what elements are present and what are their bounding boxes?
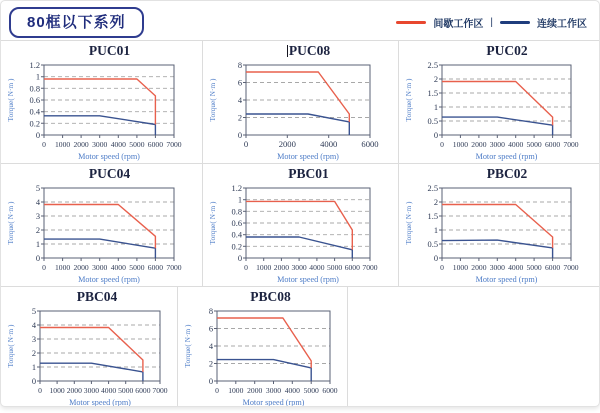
svg-text:2000: 2000 [73, 140, 89, 149]
y-axis-label: Torque( N·m ) [403, 78, 413, 122]
x-axis-ticks [440, 135, 579, 149]
gridlines [442, 65, 571, 121]
svg-text:7000: 7000 [562, 140, 579, 149]
svg-text:1: 1 [237, 195, 242, 205]
svg-text:1: 1 [35, 240, 40, 249]
torque-speed-chart [402, 182, 597, 284]
y-axis-label: Torque( N·m ) [5, 201, 15, 245]
svg-text:4000: 4000 [110, 140, 126, 149]
svg-text:0: 0 [433, 131, 438, 140]
legend [396, 15, 587, 30]
page-header [1, 1, 599, 40]
svg-text:3000: 3000 [91, 140, 107, 149]
svg-text:5000: 5000 [303, 386, 319, 395]
svg-text:1000: 1000 [452, 140, 468, 149]
svg-text:0: 0 [37, 386, 42, 395]
svg-text:1000: 1000 [54, 263, 70, 272]
svg-text:3000: 3000 [91, 263, 107, 272]
intermittent-zone-line [246, 201, 352, 249]
intermittent-zone-line [442, 82, 553, 126]
svg-text:0: 0 [31, 377, 36, 386]
svg-text:0.6: 0.6 [231, 219, 242, 228]
x-axis-label: Motor speed (rpm) [475, 152, 537, 161]
y-axis-ticks [427, 184, 441, 263]
continuous-zone-line [442, 117, 553, 135]
empty-cell [348, 287, 599, 406]
y-axis-ticks [29, 61, 43, 140]
svg-text:0.4: 0.4 [231, 230, 242, 240]
chart-title: PUC08 [288, 43, 331, 58]
svg-text:0.6: 0.6 [29, 96, 40, 105]
svg-text:6000: 6000 [360, 139, 379, 149]
svg-text:3000: 3000 [265, 386, 281, 395]
svg-text:0.8: 0.8 [29, 84, 40, 94]
chart-title: PBC08 [250, 289, 291, 304]
y-axis-label: Torque( N·m ) [5, 78, 15, 122]
svg-text:6000: 6000 [544, 140, 560, 149]
svg-text:1: 1 [433, 226, 438, 235]
svg-text:2: 2 [35, 226, 40, 235]
svg-text:1.5: 1.5 [427, 89, 438, 98]
chart-cell-puc04 [1, 164, 203, 287]
svg-text:0: 0 [433, 254, 438, 263]
svg-text:0.8: 0.8 [231, 207, 242, 217]
svg-text:0: 0 [41, 263, 46, 272]
y-axis-ticks [31, 307, 39, 386]
x-axis-label: Motor speed (rpm) [77, 275, 140, 284]
y-axis-label: Torque( N·m ) [403, 201, 413, 245]
svg-text:7000: 7000 [151, 386, 168, 395]
svg-text:3000: 3000 [489, 140, 505, 149]
x-axis-label: Motor speed (rpm) [276, 275, 339, 284]
svg-text:2000: 2000 [470, 140, 486, 149]
svg-text:1: 1 [31, 363, 36, 372]
svg-text:6000: 6000 [147, 263, 163, 272]
svg-text:0.5: 0.5 [427, 117, 438, 126]
chart-title: PUC04 [88, 166, 131, 181]
svg-text:4000: 4000 [100, 386, 116, 395]
svg-text:6000: 6000 [134, 386, 150, 395]
continuous-zone-line [44, 239, 155, 258]
y-axis-ticks [208, 307, 216, 386]
x-axis-label: Motor speed (rpm) [276, 152, 339, 161]
svg-text:1000: 1000 [255, 263, 271, 272]
legend-separator: | [490, 17, 493, 28]
svg-text:7000: 7000 [165, 263, 182, 272]
y-axis-label: Torque( N·m ) [207, 201, 217, 245]
chart-grid-lower [1, 287, 599, 406]
svg-text:7000: 7000 [165, 140, 182, 149]
svg-text:2000: 2000 [470, 263, 486, 272]
svg-text:0: 0 [237, 254, 242, 263]
svg-text:4000: 4000 [507, 140, 523, 149]
intermittent-zone-line [44, 205, 155, 249]
svg-text:0: 0 [41, 140, 46, 149]
x-axis-ticks [440, 258, 579, 272]
svg-text:1: 1 [35, 72, 40, 82]
svg-text:0.4: 0.4 [29, 107, 40, 117]
intermittent-zone-line [44, 79, 155, 125]
svg-text:3000: 3000 [489, 263, 505, 272]
svg-text:2: 2 [433, 75, 438, 84]
svg-text:0: 0 [208, 377, 213, 386]
series-title: 80框以下系列 [27, 14, 126, 31]
svg-text:1000: 1000 [452, 263, 468, 272]
x-axis-label: Motor speed (rpm) [242, 398, 304, 406]
svg-text:6000: 6000 [544, 263, 560, 272]
intermittent-zone-line [442, 205, 553, 248]
text-cursor [287, 45, 288, 57]
x-axis-ticks [38, 381, 168, 395]
chart-title: PUC01 [88, 43, 131, 58]
svg-text:0: 0 [439, 140, 444, 149]
series-title-badge [9, 7, 144, 38]
chart-cell-puc01 [1, 41, 203, 164]
svg-text:2000: 2000 [278, 139, 296, 149]
y-axis-label: Torque( N·m ) [207, 78, 217, 122]
svg-text:3000: 3000 [291, 263, 307, 272]
intermittent-legend-label: 间歇工作区 [433, 19, 484, 30]
svg-text:3000: 3000 [83, 386, 99, 395]
svg-text:4: 4 [35, 198, 40, 207]
svg-text:7000: 7000 [562, 263, 579, 272]
svg-text:1: 1 [433, 103, 438, 112]
chart-title: PUC02 [486, 43, 528, 58]
continuous-zone-line [44, 116, 155, 135]
svg-text:2: 2 [208, 359, 213, 369]
continuous-legend-label: 连续工作区 [537, 19, 587, 30]
svg-text:5: 5 [31, 307, 36, 316]
svg-text:2.5: 2.5 [427, 184, 438, 193]
svg-text:0.2: 0.2 [29, 119, 40, 129]
y-axis-label: Torque( N·m ) [5, 324, 15, 368]
svg-text:4: 4 [31, 321, 36, 330]
svg-text:8: 8 [237, 61, 242, 70]
continuous-zone-line [40, 363, 143, 381]
x-axis-ticks [42, 258, 182, 272]
continuous-zone-line [442, 240, 553, 258]
svg-text:1.5: 1.5 [427, 212, 438, 221]
chart-title: PBC01 [288, 166, 329, 181]
svg-text:2000: 2000 [273, 263, 289, 272]
svg-text:0: 0 [237, 131, 242, 140]
svg-text:0: 0 [214, 386, 219, 395]
svg-text:0.2: 0.2 [231, 242, 242, 252]
svg-text:4: 4 [237, 96, 242, 105]
svg-text:6000: 6000 [321, 386, 338, 395]
svg-text:2000: 2000 [246, 386, 262, 395]
svg-text:4000: 4000 [284, 386, 300, 395]
continuous-zone-line [217, 360, 311, 381]
svg-text:5000: 5000 [526, 263, 542, 272]
intermittent-line-swatch [396, 21, 426, 24]
svg-text:5000: 5000 [128, 140, 144, 149]
gridlines [217, 311, 330, 364]
torque-speed-chart [402, 59, 597, 161]
torque-speed-chart [4, 182, 200, 284]
svg-text:1000: 1000 [227, 386, 243, 395]
continuous-zone-line [246, 237, 352, 258]
svg-text:6: 6 [237, 78, 242, 88]
chart-title: PBC02 [486, 166, 528, 181]
torque-speed-chart [4, 59, 200, 161]
svg-text:4: 4 [208, 342, 213, 351]
svg-text:5000: 5000 [128, 263, 144, 272]
continuous-line-swatch [500, 21, 530, 24]
svg-text:2.5: 2.5 [427, 61, 438, 70]
svg-text:6000: 6000 [147, 140, 163, 149]
svg-text:0: 0 [35, 254, 40, 263]
chart-cell-puc02 [399, 41, 599, 164]
svg-text:2000: 2000 [66, 386, 82, 395]
torque-speed-chart [206, 59, 396, 161]
svg-text:3: 3 [31, 335, 36, 344]
svg-text:1000: 1000 [49, 386, 65, 395]
svg-text:3: 3 [35, 212, 40, 221]
svg-text:8: 8 [208, 307, 213, 316]
x-axis-ticks [215, 381, 338, 395]
svg-text:1.2: 1.2 [231, 184, 242, 193]
svg-text:4000: 4000 [507, 263, 523, 272]
svg-text:6: 6 [208, 324, 213, 334]
svg-text:2000: 2000 [73, 263, 89, 272]
chart-cell-pbc08 [178, 287, 348, 406]
svg-text:5: 5 [35, 184, 40, 193]
x-axis-ticks [244, 258, 378, 272]
torque-speed-chart [4, 305, 175, 406]
svg-text:1000: 1000 [54, 140, 70, 149]
svg-text:2: 2 [31, 349, 36, 358]
svg-text:2: 2 [433, 198, 438, 207]
y-axis-label: Torque( N·m ) [182, 324, 192, 368]
intermittent-zone-line [40, 328, 143, 372]
intermittent-zone-line [217, 318, 311, 368]
chart-cell-pbc02 [399, 164, 599, 287]
chart-cell-puc08 [203, 41, 399, 164]
y-axis-ticks [237, 61, 245, 140]
chart-cell-pbc04 [1, 287, 178, 406]
plot-frame [40, 311, 160, 381]
svg-text:4000: 4000 [110, 263, 126, 272]
x-axis-label: Motor speed (rpm) [77, 152, 140, 161]
x-axis-ticks [243, 135, 378, 149]
svg-text:5000: 5000 [117, 386, 133, 395]
svg-text:0: 0 [243, 263, 248, 272]
chart-grid-upper [1, 40, 599, 287]
svg-text:5000: 5000 [326, 263, 342, 272]
svg-text:0: 0 [243, 139, 248, 149]
chart-title: PBC04 [76, 289, 118, 304]
x-axis-ticks [42, 135, 182, 149]
svg-text:6000: 6000 [344, 263, 360, 272]
svg-text:0: 0 [439, 263, 444, 272]
gridlines [246, 65, 370, 118]
x-axis-label: Motor speed (rpm) [475, 275, 537, 284]
svg-text:4000: 4000 [308, 263, 324, 272]
svg-text:2: 2 [237, 113, 242, 123]
svg-text:4000: 4000 [319, 139, 337, 149]
y-axis-ticks [427, 61, 441, 140]
svg-text:0: 0 [35, 131, 40, 140]
torque-speed-chart [206, 182, 396, 284]
svg-text:7000: 7000 [361, 263, 378, 272]
chart-cell-pbc01 [203, 164, 399, 287]
svg-text:0.5: 0.5 [427, 240, 438, 249]
y-axis-ticks [231, 184, 245, 263]
x-axis-label: Motor speed (rpm) [68, 398, 131, 406]
y-axis-ticks [35, 184, 43, 263]
svg-text:5000: 5000 [526, 140, 542, 149]
svg-text:1.2: 1.2 [29, 61, 40, 70]
torque-speed-chart [181, 305, 345, 406]
